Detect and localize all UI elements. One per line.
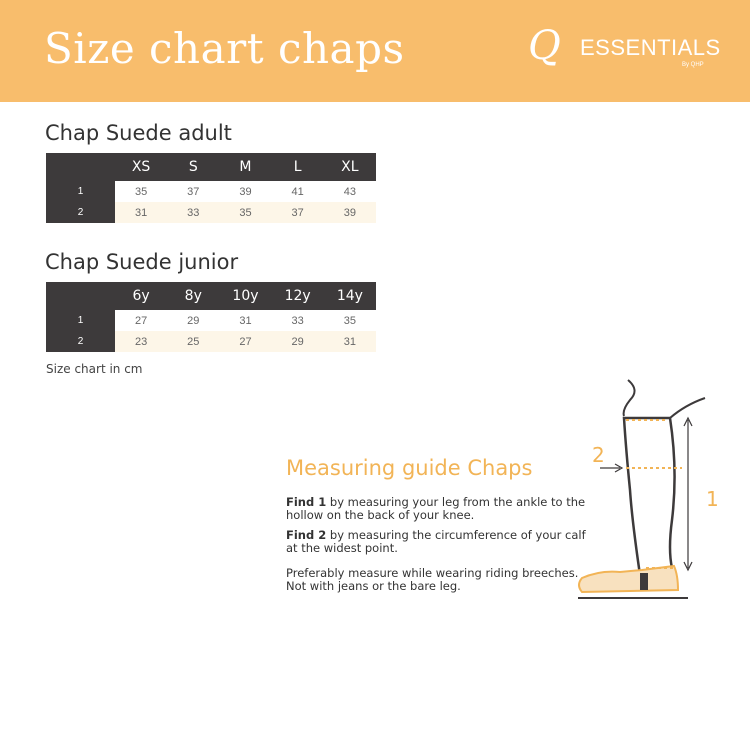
column-header: XL — [324, 153, 376, 181]
junior-size-table — [46, 282, 376, 352]
corner-cell — [46, 282, 115, 310]
find2-paragraph — [286, 529, 586, 555]
find1-text: by measuring your leg from the ankle to the hollow on the back of your knee. — [286, 495, 586, 522]
table-cell: 43 — [324, 181, 376, 202]
table-cell: 25 — [167, 331, 219, 352]
find2-text: by measuring the circumference of your calf at the widest point. — [286, 528, 586, 555]
leg-back-line — [624, 380, 635, 416]
column-header: 10y — [219, 282, 271, 310]
table-cell: 23 — [115, 331, 167, 352]
column-header: 14y — [324, 282, 376, 310]
column-header: L — [272, 153, 324, 181]
header-banner — [0, 0, 750, 102]
junior-table-title: Chap Suede junior — [45, 250, 239, 274]
find1-label: Find 1 — [286, 495, 327, 509]
table-cell: 39 — [324, 202, 376, 223]
table-header-row — [46, 153, 376, 181]
table-row — [46, 310, 376, 331]
row-label: 2 — [46, 331, 115, 352]
column-header: 8y — [167, 282, 219, 310]
table-cell: 29 — [272, 331, 324, 352]
table-cell: 41 — [272, 181, 324, 202]
table-cell: 31 — [324, 331, 376, 352]
logo-mark: Q — [528, 23, 561, 69]
leg-front-line — [670, 398, 705, 418]
table-cell: 33 — [167, 202, 219, 223]
table-row — [46, 181, 376, 202]
table-cell: 33 — [272, 310, 324, 331]
measure-label-1: 1 — [706, 487, 719, 511]
column-header: 6y — [115, 282, 167, 310]
table-row — [46, 202, 376, 223]
row-label: 2 — [46, 202, 115, 223]
column-header: S — [167, 153, 219, 181]
find2-label: Find 2 — [286, 528, 327, 542]
column-header: XS — [115, 153, 167, 181]
logo-byline: By QHP — [682, 62, 704, 68]
table-cell: 39 — [219, 181, 271, 202]
table-cell: 27 — [115, 310, 167, 331]
corner-cell — [46, 153, 115, 181]
brand-logo — [528, 23, 721, 72]
adult-table-title: Chap Suede adult — [45, 121, 232, 145]
leg-chap-illustration — [560, 370, 730, 610]
units-note: Size chart in cm — [46, 362, 143, 376]
adult-size-table — [46, 153, 376, 223]
table-cell: 31 — [115, 202, 167, 223]
table-cell: 31 — [219, 310, 271, 331]
column-header: 12y — [272, 282, 324, 310]
table-cell: 35 — [324, 310, 376, 331]
chap-icon — [624, 418, 675, 575]
row-label: 1 — [46, 310, 115, 331]
page-title: Size chart chaps — [44, 24, 405, 73]
table-cell: 35 — [219, 202, 271, 223]
table-cell: 29 — [167, 310, 219, 331]
chap-strap — [640, 573, 648, 590]
guide-title: Measuring guide Chaps — [286, 456, 533, 480]
find1-paragraph — [286, 496, 586, 522]
measure-label-2: 2 — [592, 443, 605, 467]
table-cell: 37 — [167, 181, 219, 202]
table-cell: 37 — [272, 202, 324, 223]
table-header-row — [46, 282, 376, 310]
boot-icon — [579, 566, 678, 592]
measuring-advice: Preferably measure while wearing riding breeches. Not with jeans or the bare leg. — [286, 566, 579, 593]
row-label: 1 — [46, 181, 115, 202]
column-header: M — [219, 153, 271, 181]
table-row — [46, 331, 376, 352]
table-cell: 27 — [219, 331, 271, 352]
table-cell: 35 — [115, 181, 167, 202]
logo-name: ESSENTIALS — [580, 35, 721, 60]
